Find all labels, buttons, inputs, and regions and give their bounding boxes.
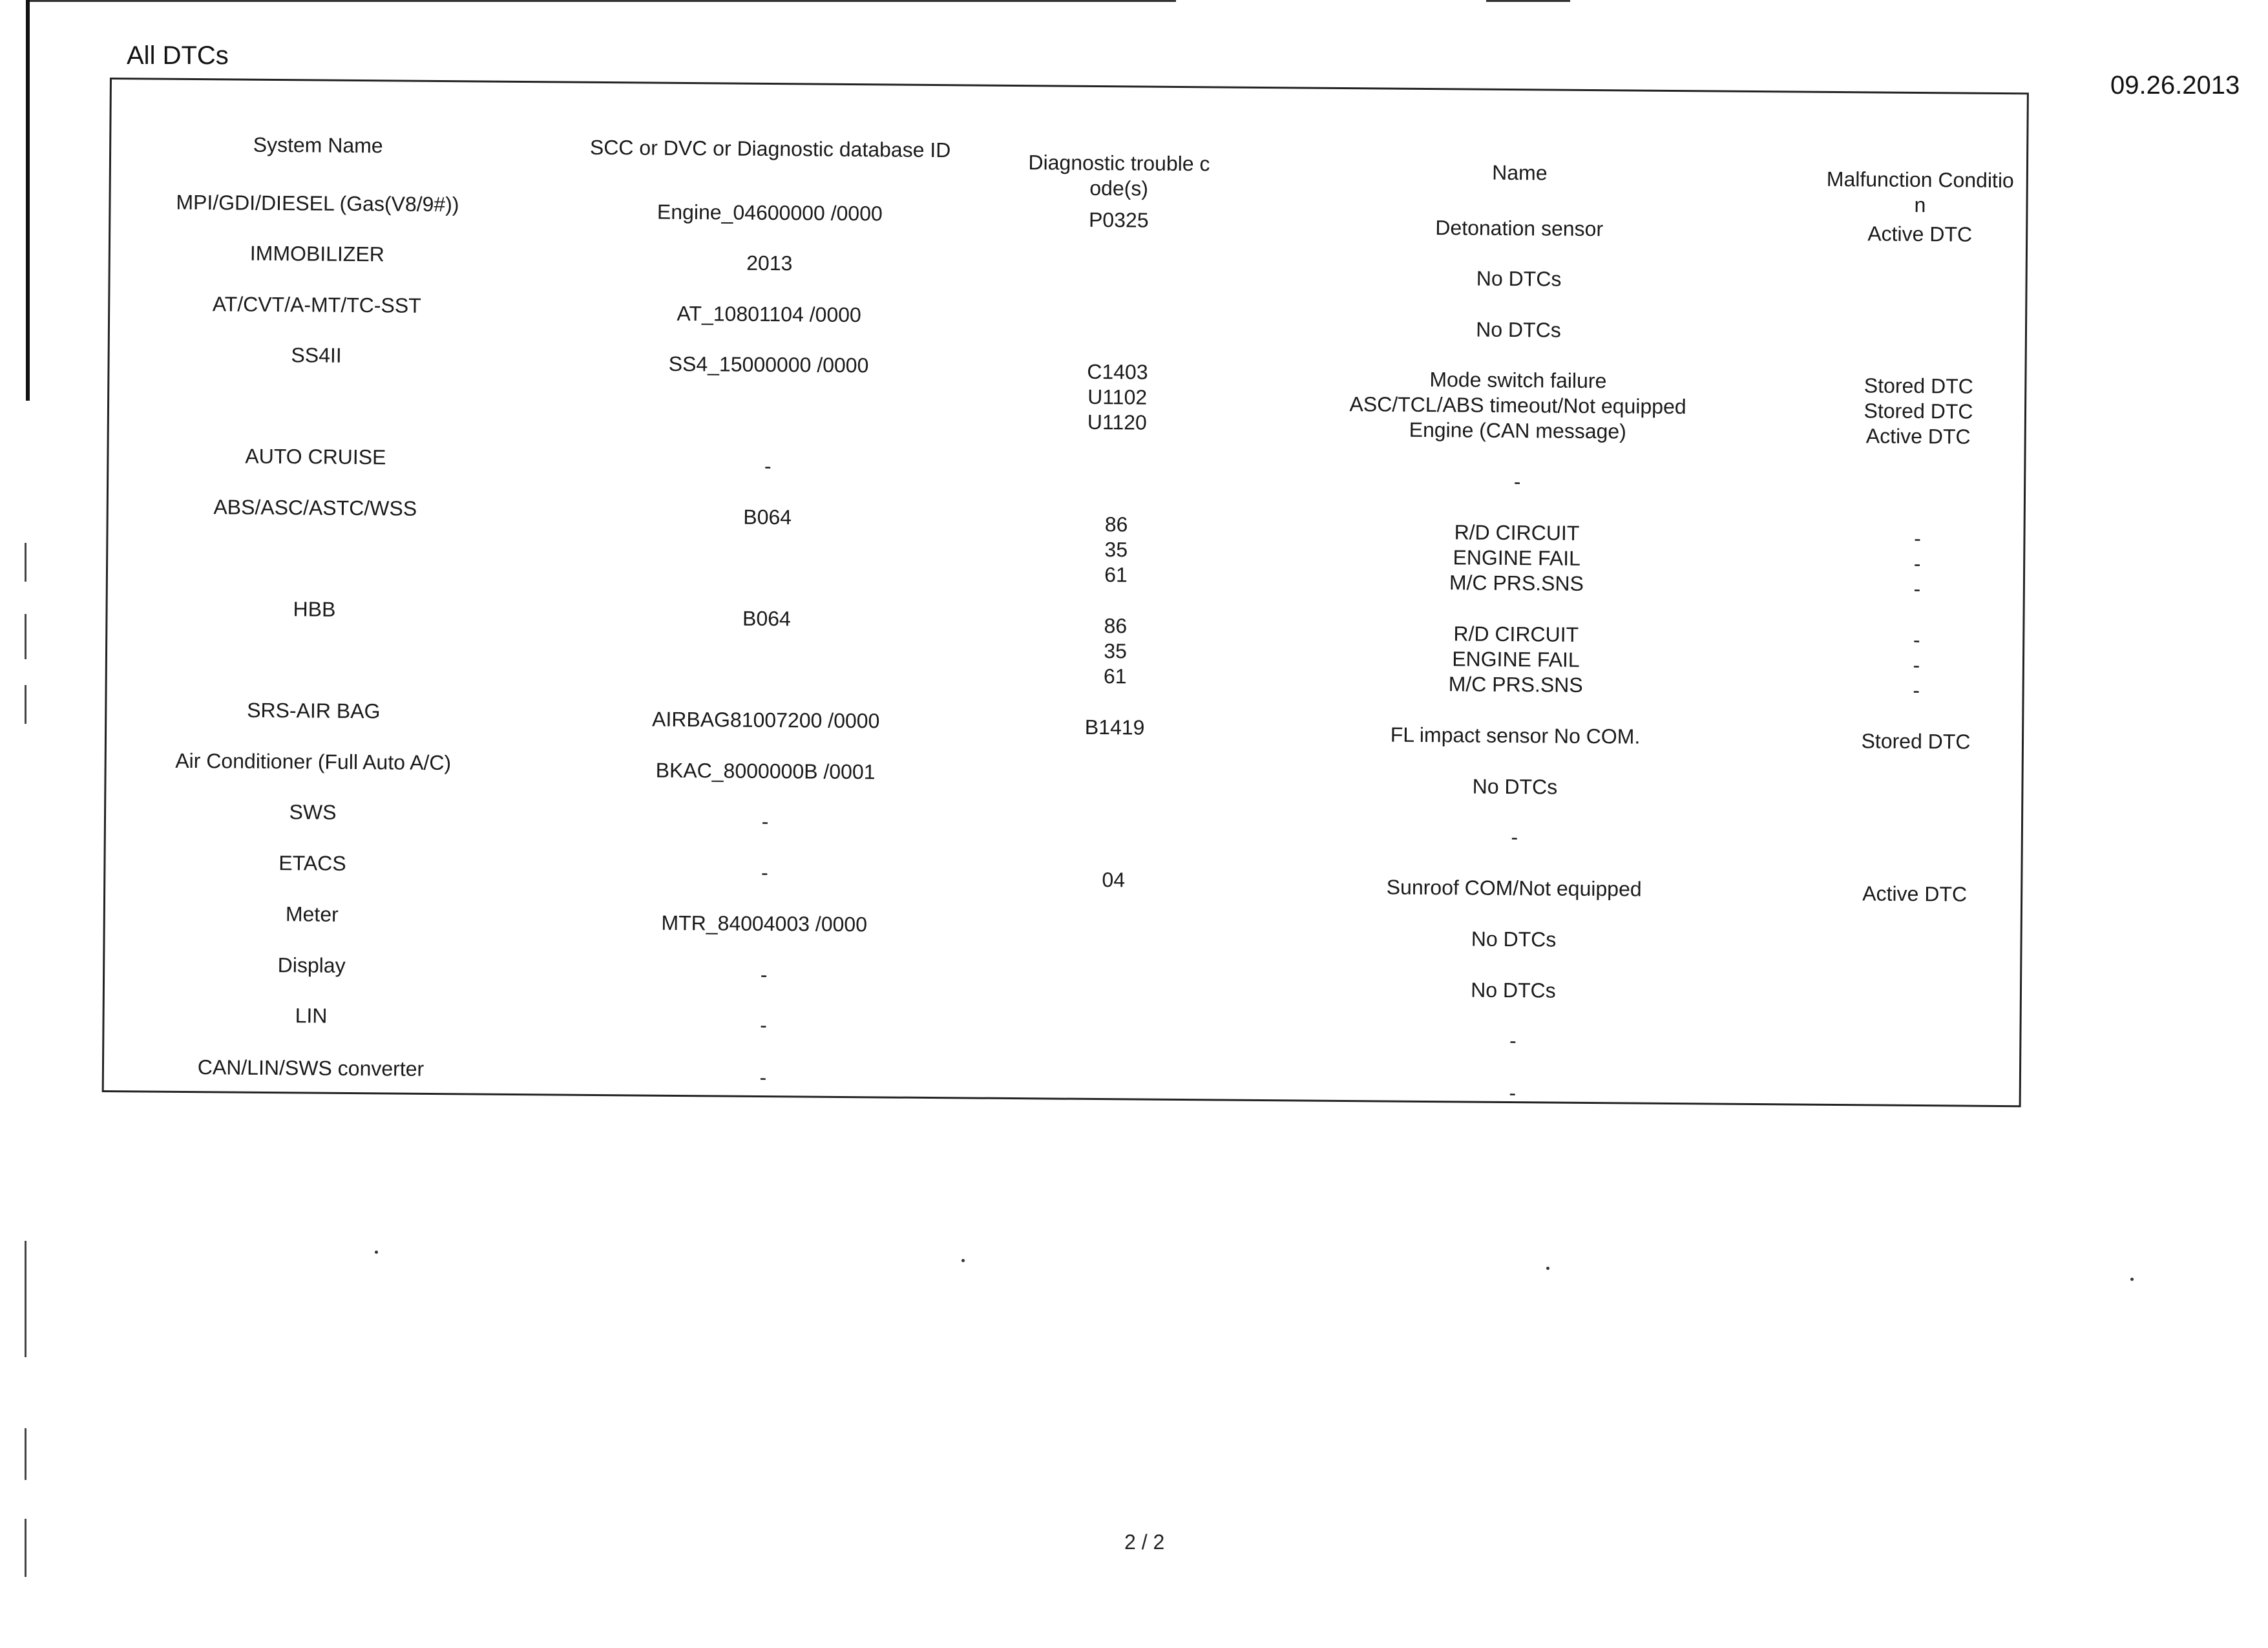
- cell-dtc-name: R/D CIRCUIT ENGINE FAIL M/C PRS.SNS: [1448, 622, 1583, 697]
- cell-database-id: B064: [742, 606, 791, 631]
- scan-edge-top: [26, 0, 1176, 2]
- cell-system-name: SWS: [289, 800, 337, 824]
- cell-dtc-codes: [1016, 1019, 1210, 1020]
- scan-speck: [2130, 1278, 2134, 1281]
- header-dtc-codes: Diagnostic trouble c ode(s): [1028, 151, 1210, 200]
- scan-speck: [961, 1259, 965, 1262]
- cell-database-id: AT_10801104 /0000: [677, 301, 861, 327]
- cell-database-id: MTR_84004003 /0000: [661, 911, 868, 936]
- cell-database-id: -: [761, 860, 768, 885]
- cell-dtc-name: -: [1509, 1029, 1517, 1053]
- cell-dtc-name: No DTCs: [1476, 266, 1562, 291]
- scan-speck: [375, 1251, 378, 1254]
- cell-system-name: ABS/ASC/ASTC/WSS: [213, 495, 417, 520]
- cell-system-name: SS4II: [291, 343, 342, 367]
- cell-dtc-codes: [1022, 257, 1215, 259]
- cell-malfunction-condition: [1823, 271, 2017, 273]
- cell-system-name: AUTO CRUISE: [245, 444, 386, 469]
- cell-malfunction-condition: [1818, 932, 2011, 933]
- cell-dtc-name: -: [1509, 1081, 1517, 1105]
- cell-dtc-name: No DTCs: [1472, 774, 1558, 799]
- cell-malfunction-condition: Stored DTC Stored DTC Active DTC: [1864, 374, 1973, 449]
- cell-dtc-codes: [1015, 1072, 1209, 1073]
- cell-malfunction-condition: Active DTC: [1862, 882, 1968, 906]
- scan-mark: [25, 543, 26, 582]
- cell-dtc-name: No DTCs: [1471, 978, 1556, 1002]
- cell-malfunction-condition: [1819, 779, 2013, 781]
- cell-dtc-name: No DTCs: [1476, 317, 1561, 342]
- scan-mark: [25, 685, 26, 724]
- cell-dtc-codes: [1017, 816, 1211, 817]
- cell-system-name: AT/CVT/A-MT/TC-SST: [212, 292, 421, 317]
- cell-malfunction-condition: - - -: [1913, 526, 1921, 601]
- cell-malfunction-condition: Active DTC: [1867, 222, 1973, 246]
- scan-mark: [25, 1241, 26, 1357]
- cell-system-name: ETACS: [278, 851, 346, 875]
- cell-dtc-codes: [1020, 460, 1213, 461]
- cell-dtc-codes: [1018, 765, 1212, 766]
- cell-dtc-name: -: [1511, 825, 1518, 849]
- scan-mark: [25, 1428, 26, 1480]
- cell-dtc-name: Detonation sensor: [1435, 216, 1604, 241]
- cell-dtc-name: R/D CIRCUIT ENGINE FAIL M/C PRS.SNS: [1449, 520, 1584, 595]
- scan-edge-top-right: [1486, 0, 1570, 2]
- cell-malfunction-condition: - - -: [1913, 628, 1920, 703]
- header-database-id: SCC or DVC or Diagnostic database ID: [589, 135, 951, 162]
- cell-malfunction-condition: [1822, 322, 2016, 324]
- cell-database-id: -: [759, 1065, 767, 1090]
- cell-dtc-codes: B1419: [1084, 715, 1145, 739]
- scan-mark: [25, 614, 26, 659]
- cell-system-name: Display: [277, 953, 346, 977]
- cell-database-id: B064: [743, 505, 792, 529]
- header-malfunction-condition: Malfunction Conditio n: [1826, 167, 2014, 217]
- cell-system-name: CAN/LIN/SWS converter: [197, 1055, 425, 1081]
- cell-dtc-name: FL impact sensor No COM.: [1390, 723, 1641, 748]
- scan-mark: [25, 1519, 26, 1577]
- cell-dtc-codes: [1016, 969, 1210, 970]
- header-name: Name: [1492, 160, 1548, 185]
- cell-dtc-name: No DTCs: [1471, 927, 1557, 951]
- cell-malfunction-condition: [1818, 830, 2012, 831]
- cell-database-id: Engine_04600000 /0000: [656, 200, 883, 226]
- cell-database-id: BKAC_8000000B /0001: [655, 758, 876, 784]
- cell-database-id: -: [760, 1013, 767, 1037]
- cell-malfunction-condition: [1817, 983, 2011, 984]
- cell-database-id: 2013: [746, 251, 793, 275]
- cell-dtc-name: Sunroof COM/Not equipped: [1386, 875, 1642, 901]
- cell-dtc-codes: 04: [1102, 868, 1126, 892]
- cell-system-name: IMMOBILIZER: [249, 241, 385, 266]
- cell-dtc-codes: [1016, 918, 1210, 919]
- cell-dtc-codes: 86 35 61: [1103, 614, 1128, 688]
- cell-database-id: -: [764, 454, 772, 478]
- cell-malfunction-condition: [1821, 474, 2015, 476]
- cell-system-name: Air Conditioner (Full Auto A/C): [175, 748, 452, 775]
- cell-database-id: -: [761, 809, 769, 834]
- scan-speck: [1546, 1267, 1549, 1270]
- cell-dtc-codes: [1021, 308, 1215, 310]
- document-title: All DTCs: [127, 41, 229, 70]
- dtc-table: [102, 78, 2029, 1107]
- cell-dtc-codes: C1403 U1102 U1120: [1087, 359, 1148, 434]
- cell-malfunction-condition: [1816, 1086, 2010, 1087]
- cell-dtc-codes: 86 35 61: [1104, 512, 1128, 587]
- cell-database-id: SS4_15000000 /0000: [668, 352, 869, 377]
- cell-dtc-name: -: [1513, 470, 1521, 494]
- cell-system-name: LIN: [295, 1004, 328, 1028]
- cell-database-id: AIRBAG81007200 /0000: [651, 707, 880, 733]
- header-system-name: System Name: [253, 132, 383, 158]
- document-date: 09.26.2013: [2110, 71, 2240, 100]
- cell-malfunction-condition: Stored DTC: [1861, 729, 1971, 754]
- cell-dtc-codes: P0325: [1088, 207, 1149, 232]
- cell-malfunction-condition: [1816, 1033, 2010, 1035]
- cell-system-name: Meter: [285, 902, 339, 926]
- cell-dtc-name: Mode switch failure ASC/TCL/ABS timeout/Not equipped Engine (CAN message): [1349, 368, 1686, 443]
- cell-system-name: HBB: [293, 597, 336, 621]
- cell-system-name: SRS-AIR BAG: [247, 698, 381, 723]
- cell-system-name: MPI/GDI/DIESEL (Gas(V8/9#)): [176, 190, 459, 217]
- page-number: 2 / 2: [1124, 1530, 1165, 1554]
- cell-database-id: -: [760, 962, 768, 987]
- scan-edge-left: [26, 0, 30, 401]
